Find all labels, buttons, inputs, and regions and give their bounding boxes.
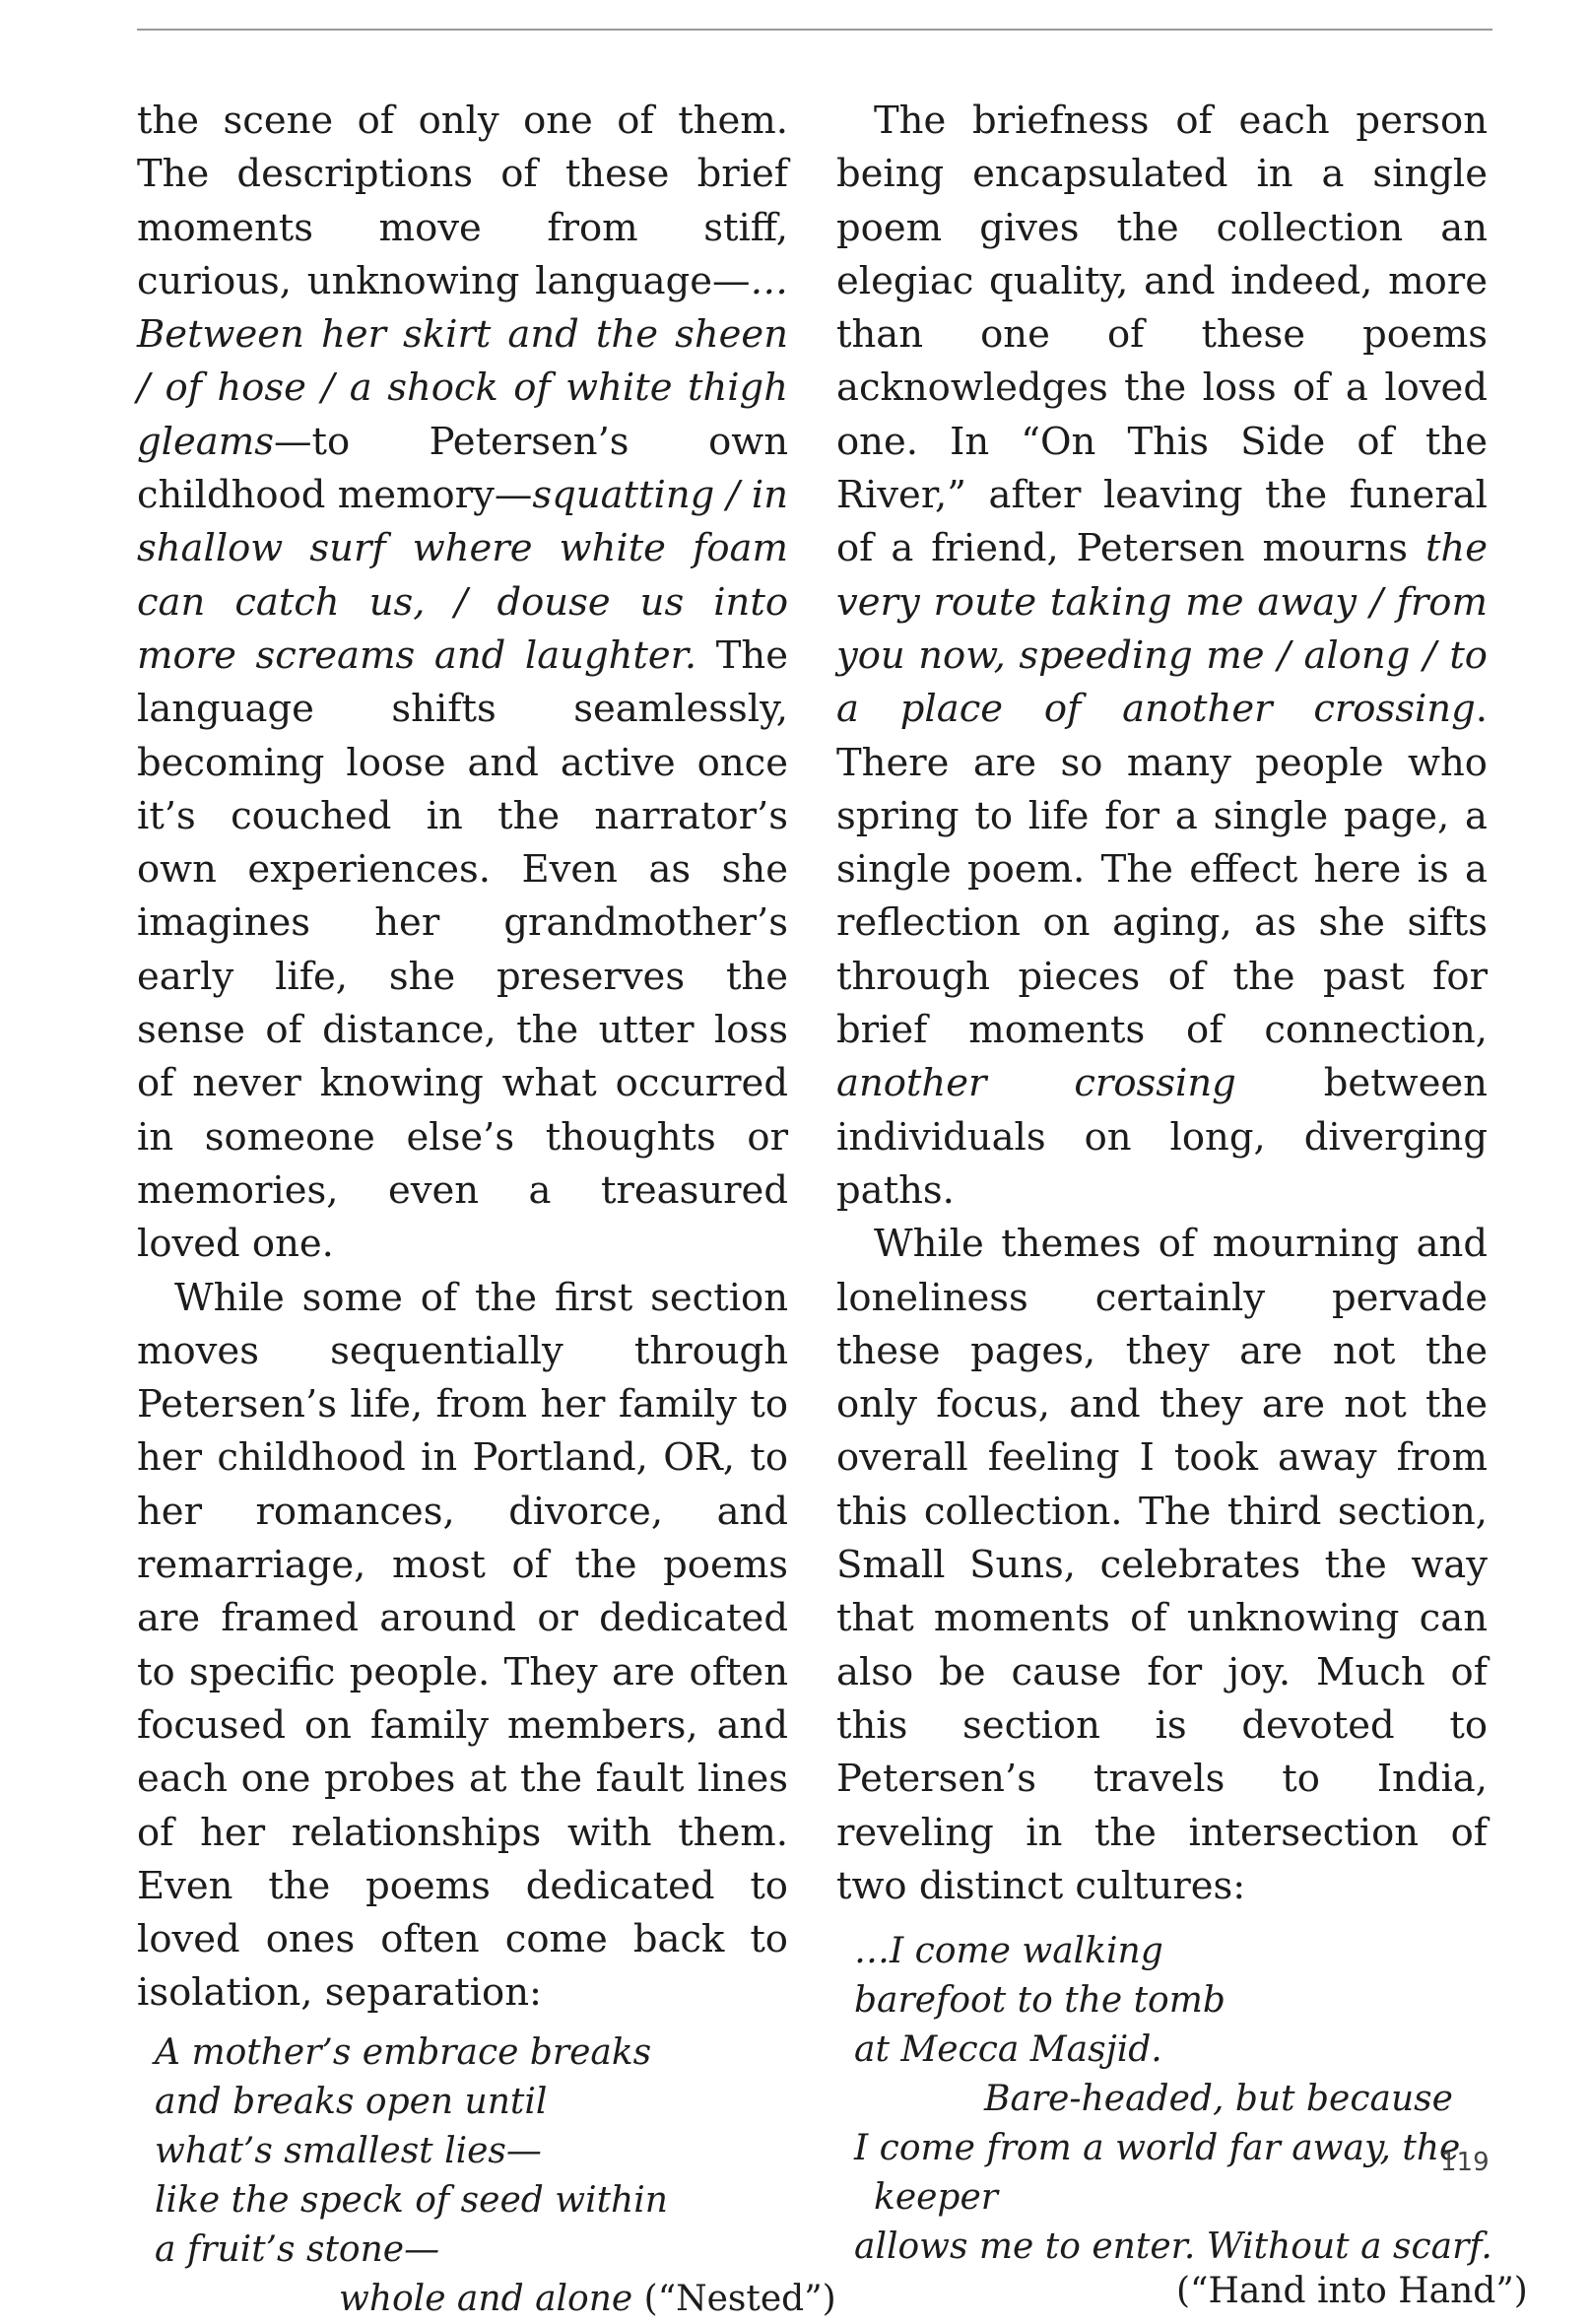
verse-citation: (“Hand into Hand”) [1176,2271,1528,2312]
hand-into-hand-poem-excerpt [836,1927,1528,2312]
right-paragraph-1 [836,95,1488,1218]
left-paragraph-1 [137,95,788,1272]
quoted-verse-run: the very route taking me away / from you now, speeding me / along / to a place of another crossing [836,526,1488,732]
text-run: —to Petersen’s own childhood memory— [137,419,788,518]
verse-line: whole and alone [339,2278,633,2319]
verse-line: barefoot to the tomb [854,1980,1226,2022]
verse-line: Bare-headed, but because [984,2079,1453,2120]
page-number: 119 [1440,2148,1490,2177]
text-run: The briefness of each person being encapsulated in a single poem gives the collection an elegiac quality, and indeed, more than one of these poems acknowledges the loss of a loved one. In “On This Side of the River,” after leaving the funeral of a friend, Petersen mourns [836,99,1488,571]
text-run: the scene of only one of them. The descriptions of these brief moments move from stiff, curious, unknowing language— [137,99,788,303]
quoted-verse-run: …Between her skirt and the sheen / of hose / a shock of white thigh gleams [137,258,788,464]
verse-line: like the speck of seed within [155,2179,668,2221]
right-paragraph-2: While themes of mourning and loneliness certainly pervade these pages, they are not the only focus, and they are not the overall feeling I took away from this collection. The third section, Small Suns, celebrates the way that moments of unknowing can also be cause for joy. Much of this section is devoted to Petersen’s travels to India, reveling in the intersection of two distinct cultures: [836,1222,1488,1908]
text-run: The language shifts seamlessly, becoming loose and active once it’s couched in the narrator’s own experiences. Even as she imagines her grandmother’s early life, she preserves the sense of distance, the utter loss of never knowing what occurred in someone else’s thoughts or memories, even a treasured loved one. [137,632,788,1267]
verse-line: allows me to enter. Without a scarf. [854,2226,1492,2268]
quoted-verse-run: another crossing [836,1061,1236,1106]
verse-line: at Mecca Masjid. [854,2029,1162,2071]
verse-line: I come from a world far away, the [854,2128,1461,2169]
verse-line: and breaks open until [155,2081,548,2122]
left-paragraph-2: While some of the first section moves sequentially through Petersen’s life, from her family to her childhood in Portland, OR, to her romances, divorce, and remarriage, most of the poems are framed around or dedicated to specific people. They are often focused on family members, and each one probes at the fault lines of her relationships with them. Even the poems dedicated to loved ones often come back to isolation, separation: [137,1275,788,2016]
verse-line: what’s smallest lies— [155,2130,542,2171]
text-run: . There are so many people who spring to life for a single page, a single poem. The effect here is a reflection on aging, as she sifts through pieces of the past for brief moments of connection, [836,687,1488,1053]
quoted-verse-run: squatting / in shallow surf where white foam can catch us, / douse us into more screams and laughter. [137,473,788,678]
verse-line-with-cite [137,2275,836,2324]
verse-line: A mother’s embrace breaks [155,2031,652,2073]
header-rule [137,29,1492,31]
verse-citation: (“Nested”) [643,2278,836,2319]
right-column [836,95,1528,2312]
left-column [137,95,836,2324]
nested-poem-excerpt [137,2028,836,2324]
text-run: between individuals on long, diverging paths. [836,1061,1488,1213]
verse-line: …I come walking [854,1931,1163,1972]
verse-line: a fruit’s stone— [155,2228,440,2270]
verse-line: keeper [874,2177,998,2219]
